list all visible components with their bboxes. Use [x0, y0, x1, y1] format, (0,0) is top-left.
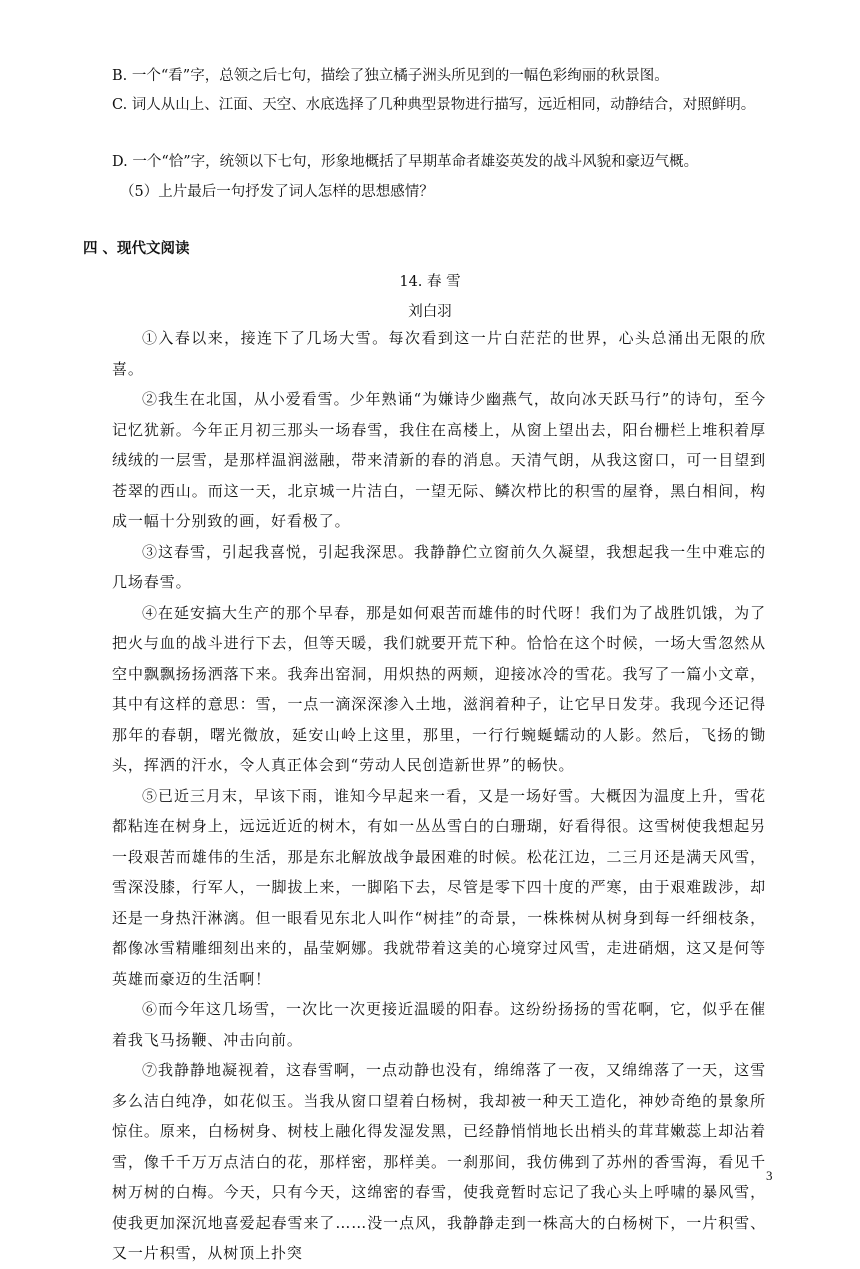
article-paragraph-2: ②我生在北国，从小爱看雪。少年熟诵“为嫌诗少幽燕气，故向冰天跃马行”的诗句，至今记忆犹新。今年正月初三那头一场春雪，我住在高楼上，从窗上望出去，阳台栅栏上堆积着厚绒绒的一层雪，是那样温润滋融，带来清新的春的消息。天清气朗，从我这窗口，可一目望到苍翠的西山。而这一天，北京城一片洁白，一望无际、鳞次栉比的积雪的屋脊，黑白相间，构成一幅十分别致的画，好看极了。: [112, 390, 766, 530]
article-paragraph-1: ①入春以来，接连下了几场大雪。每次看到这一片白茫茫的世界，心头总涌出无限的欣喜。: [112, 329, 766, 378]
article-title: 14. 春 雪: [399, 274, 461, 290]
article-author: 刘白羽: [408, 304, 452, 320]
article-paragraph-7: ⑦我静静地凝视着，这春雪啊，一点动静也没有，绵绵落了一夜，又绵绵落了一天，这雪多么洁白纯净，如花似玉。当我从窗口望着白杨树，我却被一种天工造化，神妙奇绝的景象所惊住。原来，白杨树身、树枝上融化得发湿发黑，已经静悄悄地长出梢头的茸茸嫩蕊上却沾着雪，像千千万万点洁白的花，那样密，那样美。一刹那间，我仿佛到了苏州的香雪海，看见千树万树的白梅。今天，只有今天，这绵密的春雪，使我竟暂时忘记了我心头上呼啸的暴风雪，使我更加深沉地喜爱起春雪来了……没一点风，我静静走到一株高大的白杨树下，一片积雪、又一片积雪，从树顶上扑突: [112, 1061, 766, 1262]
article-paragraph-6: ⑥而今年这几场雪，一次比一次更接近温暖的阳春。这纷纷扬扬的雪花啊，它，似乎在催着我飞马扬鞭、冲击向前。: [112, 1000, 766, 1049]
option-d: D. 一个“恰”字，统领以下七句，形象地概括了早期革命者雄姿英发的战斗风貌和豪迈气概。: [112, 154, 699, 170]
article-paragraph-4: ④在延安搞大生产的那个早春，那是如何艰苦而雄伟的时代呀！我们为了战胜饥饿，为了把火与血的战斗进行下去，但等天暖，我们就要开荒下种。恰恰在这个时候，一场大雪忽然从空中飘飘扬扬洒落下来。我奔出窑洞，用炽热的两颊，迎接冰冷的雪花。我写了一篇小文章，其中有这样的意思：雪，一点一滴深深渗入土地，滋润着种子，让它早日发芽。我现今还记得那年的春朝，曙光微放，延安山岭上这里，那里，一行行蜿蜒蠕动的人影。然后，飞扬的锄头，挥洒的汗水，令人真正体会到“劳动人民创造新世界”的畅快。: [112, 603, 766, 774]
question-5: （5）上片最后一句抒发了词人怎样的思想感情？: [120, 184, 434, 200]
article-paragraph-5: ⑤已近三月末，早该下雨，谁知今早起来一看，又是一场好雪。大概因为温度上升，雪花都粘连在树身上，远远近近的树木，有如一丛丛雪白的白珊瑚，好看得很。这雪树使我想起另一段艰苦而雄伟的生活，那是东北解放战争最困难的时候。松花江边，二三月还是满天风雪，雪深没膝，行军人，一脚拔上来，一脚陷下去，尽管是零下四十度的严寒，由于艰难跋涉，却还是一身热汗淋漓。但一眼看见东北人叫作“树挂”的奇景，一株株树从树身到每一纤细枝条，都像冰雪精雕细刻出来的，晶莹婀娜。我就带着这美的心境穿过风雪，走进硝烟，这又是何等英雄而豪迈的生活啊！: [112, 786, 766, 988]
option-b: B. 一个“看”字，总领之后七句，描绘了独立橘子洲头所见到的一幅色彩绚丽的秋景图。: [112, 68, 669, 84]
section-heading: 四 、现代文阅读: [83, 241, 190, 257]
article-paragraph-3: ③这春雪，引起我喜悦，引起我深思。我静静伫立窗前久久凝望，我想起我一生中难忘的几场春雪。: [112, 542, 766, 591]
option-c: C. 词人从山上、江面、天空、水底选择了几种典型景物进行描写，远近相同，动静结合，对照鲜明。: [112, 97, 756, 113]
article-body: [112, 323, 766, 1269]
page-number: 3: [766, 1168, 773, 1183]
